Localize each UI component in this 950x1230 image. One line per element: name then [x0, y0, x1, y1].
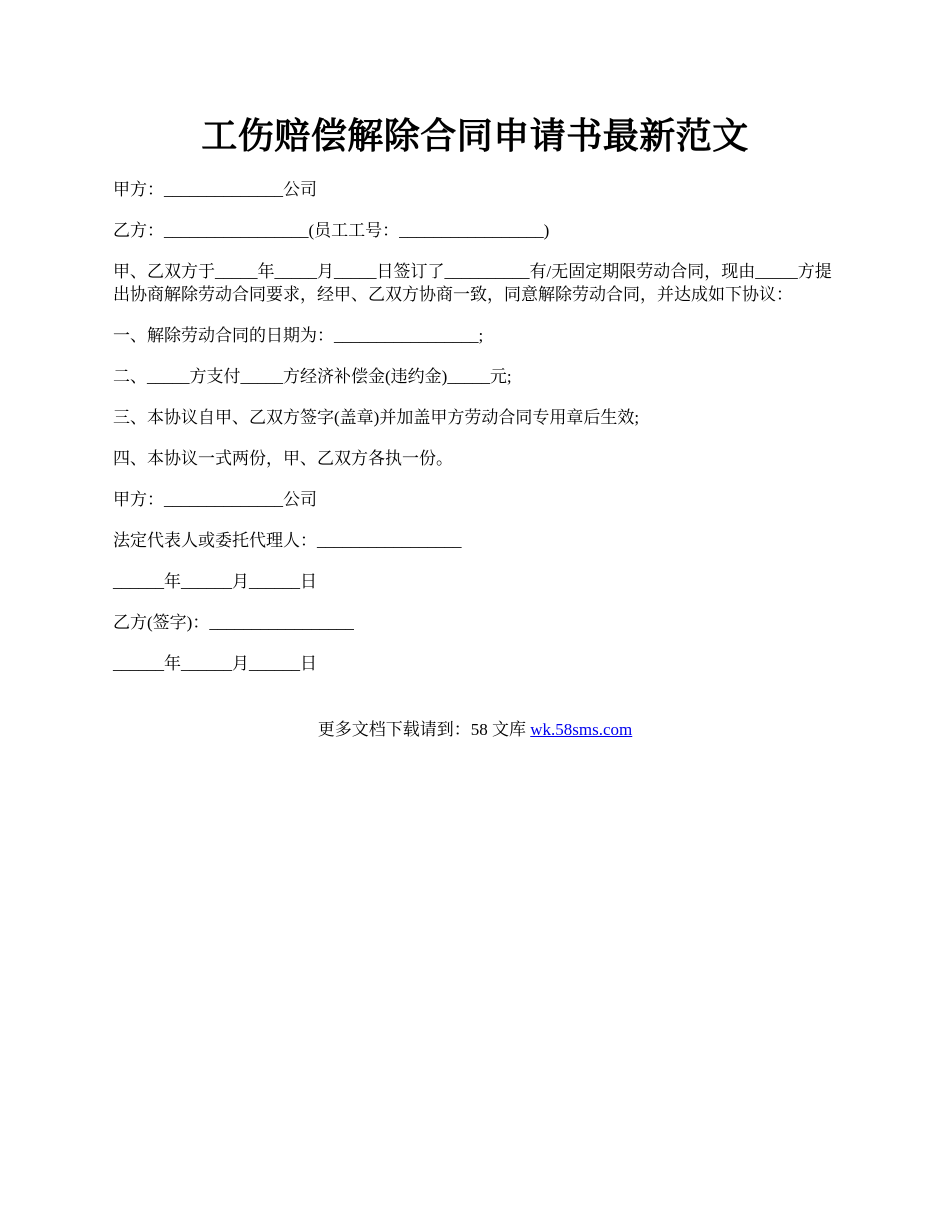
- party-a-date-line: ______年______月______日: [113, 572, 317, 591]
- clause-4: 四、本协议一式两份，甲、乙双方各执一份。: [113, 449, 453, 468]
- party-a-line: 甲方：______________公司: [113, 180, 317, 199]
- clause-2: 二、_____方支付_____方经济补偿金(违约金)_____元;: [113, 367, 512, 386]
- footer-link[interactable]: wk.58sms.com: [530, 720, 633, 739]
- party-a-signature-line: 甲方：______________公司: [113, 490, 317, 509]
- agreement-intro: 甲、乙双方于_____年_____月_____日签订了__________有/无固定期限劳动合同，现由_____方提出协商解除劳动合同要求，经甲、乙双方协商一致，同意解除劳动合同，并达成如下协议：: [113, 262, 832, 304]
- party-b-line: 乙方：_________________(员工工号：_________________): [113, 221, 550, 240]
- clause-1: 一、解除劳动合同的日期为：_________________;: [113, 326, 484, 345]
- document-title: 工伤赔偿解除合同申请书最新范文: [201, 116, 749, 156]
- party-b-signature-line: 乙方(签字)：_________________: [113, 613, 354, 632]
- legal-representative-line: 法定代表人或委托代理人：_________________: [113, 531, 462, 550]
- footer-prefix: 更多文档下载请到：58 文库: [317, 720, 531, 739]
- download-footer: [0, 718, 950, 741]
- party-b-date-line: ______年______月______日: [113, 654, 317, 673]
- clause-3: 三、本协议自甲、乙双方签字(盖章)并加盖甲方劳动合同专用章后生效;: [113, 408, 640, 427]
- document-body: [113, 178, 838, 693]
